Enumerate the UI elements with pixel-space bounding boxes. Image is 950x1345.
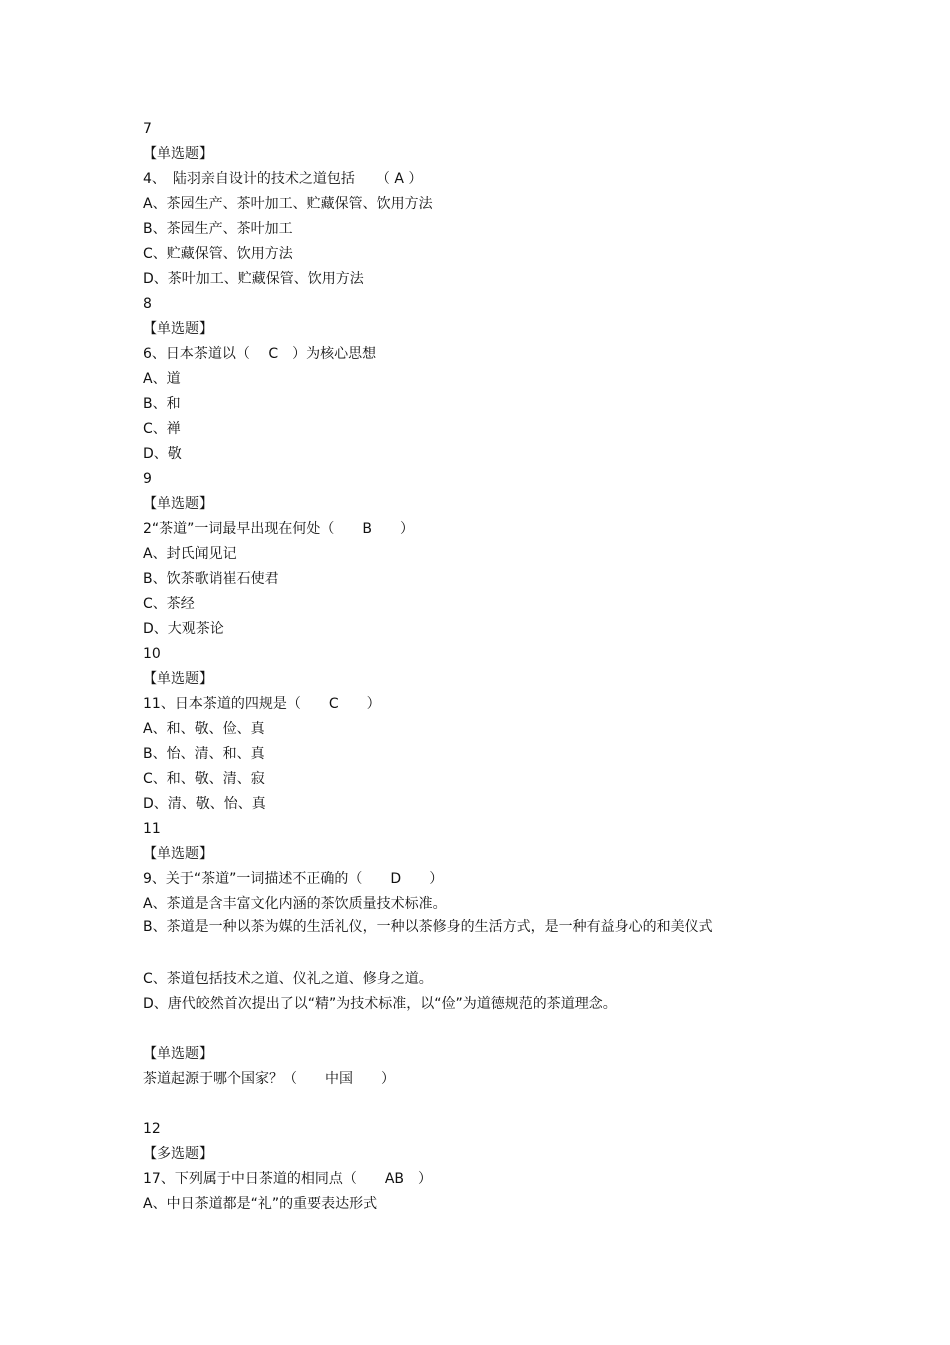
question-type: 【多选题】: [143, 1146, 213, 1162]
question-text: 2“茶道”一词最早出现在何处（ B ）: [143, 521, 415, 537]
option-a: A、茶道是含丰富文化内涵的茶饮质量技术标准。: [143, 896, 447, 912]
option-d: D、大观茶论: [143, 621, 224, 637]
option-b: B、和: [143, 396, 181, 412]
option-c: C、禅: [143, 421, 181, 437]
question-number: 11: [143, 821, 161, 837]
option-b: B、饮茶歌诮崔石使君: [143, 571, 279, 587]
question-text: 17、下列属于中日茶道的相同点（ AB ）: [143, 1171, 432, 1187]
question-text: 9、关于“茶道”一词描述不正确的（ D ）: [143, 871, 444, 887]
option-d: D、唐代皎然首次提出了以“精”为技术标准，以“俭”为道德规范的茶道理念。: [143, 996, 617, 1012]
question-number: 10: [143, 646, 161, 662]
question-type: 【单选题】: [143, 671, 213, 687]
question-text: 6、日本茶道以（ C ）为核心思想: [143, 346, 377, 362]
option-a: A、封氏闻见记: [143, 546, 237, 562]
question-type: 【单选题】: [143, 846, 213, 862]
question-type: 【单选题】: [143, 321, 213, 337]
question-type: 【单选题】: [143, 496, 213, 512]
option-c: C、茶经: [143, 596, 195, 612]
option-d: D、清、敬、怡、真: [143, 796, 266, 812]
option-b: B、茶园生产、茶叶加工: [143, 221, 293, 237]
option-a: A、中日茶道都是“礼”的重要表达形式: [143, 1196, 378, 1212]
question-type: 【单选题】: [143, 1046, 213, 1062]
option-a: A、道: [143, 371, 181, 387]
option-c: C、贮藏保管、饮用方法: [143, 246, 293, 262]
question-number: 8: [143, 296, 152, 312]
question-number: 7: [143, 121, 152, 137]
option-c: C、茶道包括技术之道、仪礼之道、修身之道。: [143, 971, 433, 987]
question-number: 9: [143, 471, 152, 487]
question-number: 12: [143, 1121, 161, 1137]
option-a: A、茶园生产、茶叶加工、贮藏保管、饮用方法: [143, 196, 433, 212]
question-text: 4、 陆羽亲自设计的技术之道包括 （ A ）: [143, 171, 423, 187]
option-b: B、怡、清、和、真: [143, 746, 265, 762]
option-a: A、和、敬、俭、真: [143, 721, 265, 737]
question-text: 11、日本茶道的四规是（ C ）: [143, 696, 381, 712]
option-d: D、敬: [143, 446, 182, 462]
option-c: C、和、敬、清、寂: [143, 771, 265, 787]
option-b: B、茶道是一种以茶为媒的生活礼仪，一种以茶修身的生活方式，是一种有益身心的和美仪式: [143, 919, 713, 935]
question-type: 【单选题】: [143, 146, 213, 162]
question-text: 茶道起源于哪个国家？（ 中国 ）: [143, 1071, 395, 1087]
option-d: D、茶叶加工、贮藏保管、饮用方法: [143, 271, 364, 287]
